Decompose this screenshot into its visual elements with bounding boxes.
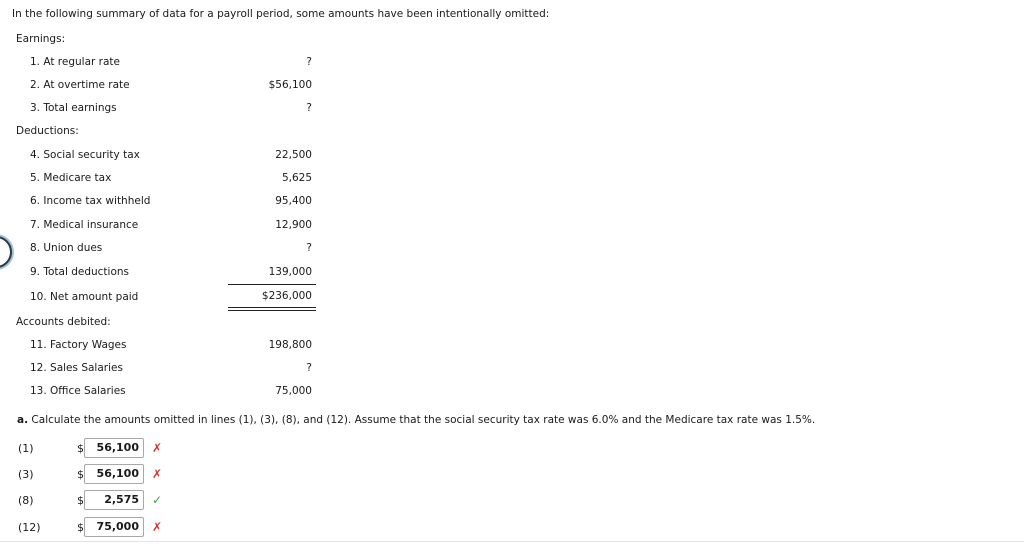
answer-input-12[interactable]: 75,000 [84, 517, 144, 537]
dollar-sign: $ [77, 442, 84, 455]
answer-input-8[interactable]: 2,575 [84, 490, 144, 510]
row-value-2: $56,100 [268, 79, 312, 91]
row-value-4: 22,500 [275, 149, 312, 161]
bottom-divider [0, 541, 1024, 542]
answer-label-12: (12) [18, 521, 41, 534]
row-label-7: 7. Medical insurance [30, 219, 139, 231]
question-body: Calculate the amounts omitted in lines (1), (3), (8), and (12). Assume that the social security tax rate was 6.0% and the Medicare tax rate was 1.5%. [31, 414, 816, 426]
row-value-8: ? [306, 242, 312, 254]
total-deductions-rule [228, 284, 316, 285]
row-label-3: 3. Total earnings [30, 102, 117, 114]
row-label-13: 13. Office Salaries [30, 385, 126, 397]
row-value-12: ? [306, 362, 312, 374]
row-value-9: 139,000 [268, 266, 312, 278]
correct-check-icon: ✓ [152, 493, 163, 507]
row-label-2: 2. At overtime rate [30, 79, 130, 91]
row-label-4: 4. Social security tax [30, 149, 140, 161]
row-label-5: 5. Medicare tax [30, 172, 112, 184]
row-label-8: 8. Union dues [30, 242, 103, 254]
row-value-5: 5,625 [281, 172, 312, 184]
incorrect-x-icon: ✗ [152, 441, 163, 455]
section-accounts-debited: Accounts debited: [16, 316, 111, 328]
row-value-1: ? [306, 56, 312, 68]
row-label-6: 6. Income tax withheld [30, 195, 151, 207]
answer-input-1[interactable]: 56,100 [84, 438, 144, 458]
net-amount-double-rule [228, 307, 316, 311]
incorrect-x-icon: ✗ [152, 520, 163, 534]
row-value-6: 95,400 [275, 195, 312, 207]
row-label-12: 12. Sales Salaries [30, 362, 123, 374]
row-label-1: 1. At regular rate [30, 56, 121, 68]
row-value-13: 75,000 [275, 385, 312, 397]
intro-text: In the following summary of data for a payroll period, some amounts have been intentionally omitted: [12, 8, 550, 20]
incorrect-x-icon: ✗ [152, 467, 163, 481]
section-deductions: Deductions: [16, 125, 79, 137]
answer-label-1: (1) [18, 442, 34, 455]
row-value-10: $236,000 [261, 290, 312, 302]
row-value-11: 198,800 [268, 339, 312, 351]
row-label-10: 10. Net amount paid [30, 291, 139, 303]
navigation-circle-button[interactable] [0, 236, 12, 268]
question-text [17, 414, 815, 426]
row-value-3: ? [306, 102, 312, 114]
row-value-7: 12,900 [275, 219, 312, 231]
dollar-sign: $ [77, 468, 84, 481]
answer-input-3[interactable]: 56,100 [84, 464, 144, 484]
dollar-sign: $ [77, 521, 84, 534]
answer-label-8: (8) [18, 494, 34, 507]
question-part: a. [17, 414, 29, 426]
dollar-sign: $ [77, 494, 84, 507]
row-label-11: 11. Factory Wages [30, 339, 127, 351]
answer-label-3: (3) [18, 468, 34, 481]
row-label-9: 9. Total deductions [30, 266, 130, 278]
section-earnings: Earnings: [16, 33, 66, 45]
